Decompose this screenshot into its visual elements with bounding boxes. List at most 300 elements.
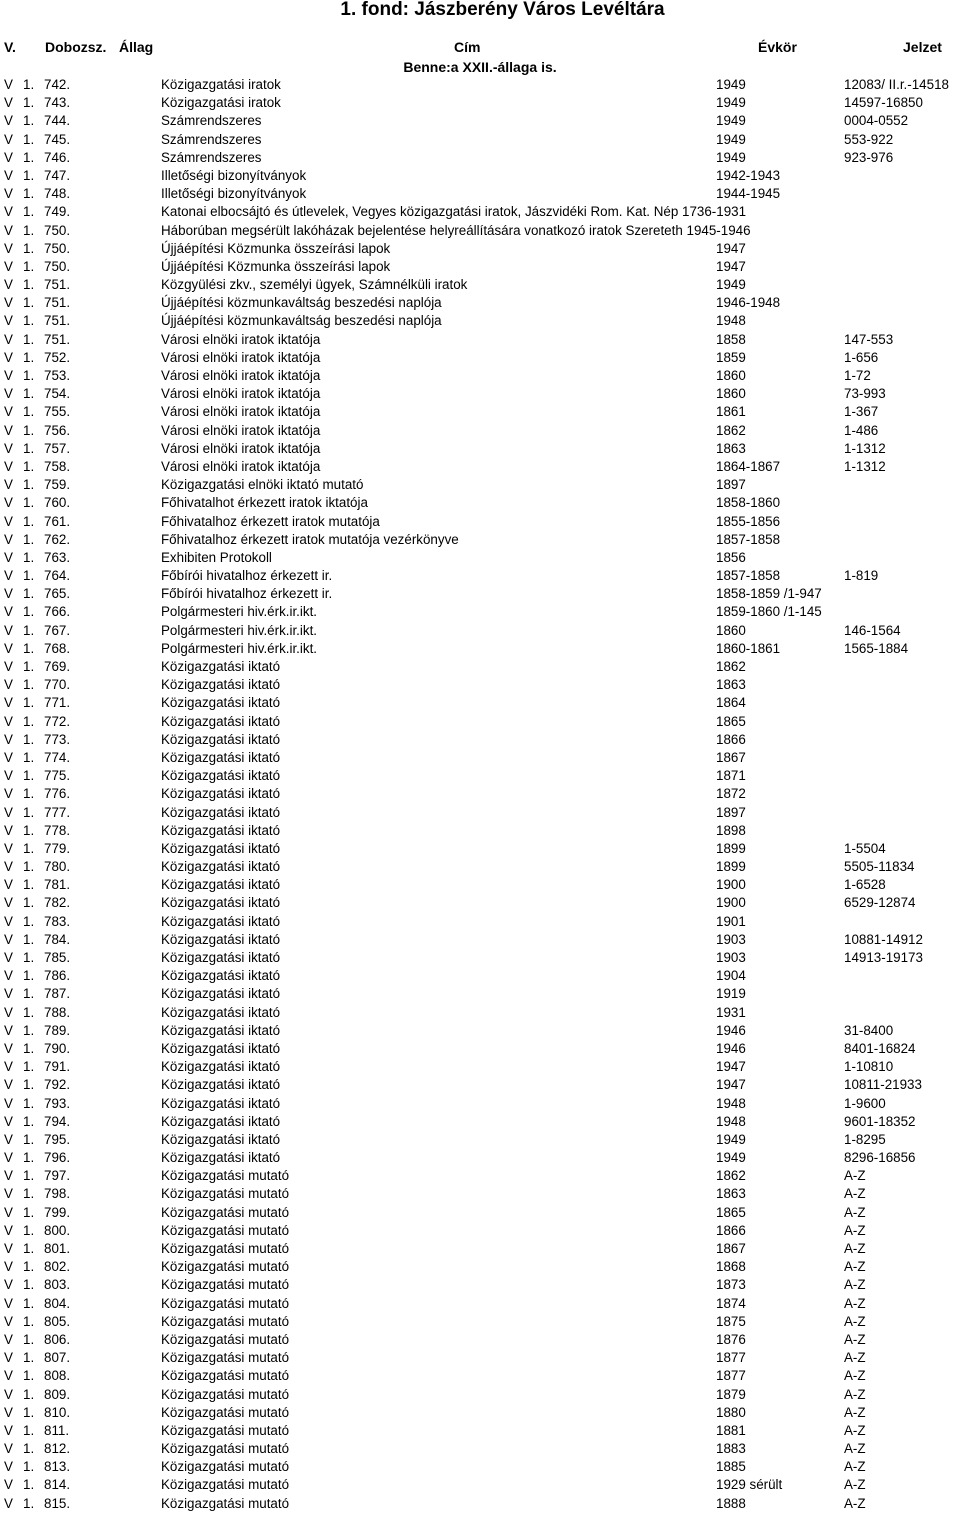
cell-title: Közigazgatási iktató — [161, 931, 281, 947]
cell-allag: 748. — [44, 186, 71, 202]
cell-dobozsz: 1. — [23, 1350, 35, 1366]
cell-dobozsz: 1. — [23, 895, 35, 911]
cell-title: Közigazgatási iktató — [161, 1131, 281, 1147]
cell-year: 1866 — [716, 731, 746, 747]
cell-dobozsz: 1. — [23, 477, 35, 493]
cell-title: Főhivatalhoz érkezett iratok mutatója vezérkönyve — [161, 531, 459, 547]
cell-v: V — [4, 1059, 13, 1075]
table-row — [0, 1422, 960, 1440]
cell-title: Városi elnöki iratok iktatója — [161, 331, 321, 347]
table-row — [0, 112, 960, 130]
cell-v: V — [4, 768, 13, 784]
table-row — [0, 203, 960, 221]
table-row — [0, 1185, 960, 1203]
cell-ref: 8401-16824 — [844, 1040, 916, 1056]
cell-dobozsz: 1. — [23, 167, 35, 183]
cell-title: Közigazgatási iktató — [161, 877, 281, 893]
table-row — [0, 367, 960, 385]
table-row — [0, 440, 960, 458]
cell-year: 1949 — [716, 1150, 746, 1166]
table-row — [0, 1076, 960, 1094]
cell-year: 1888 — [716, 1495, 746, 1511]
table-row — [0, 640, 960, 658]
cell-v: V — [4, 749, 13, 765]
cell-ref: 553-922 — [844, 131, 894, 147]
cell-title: Közigazgatási elnöki iktató mutató — [161, 477, 364, 493]
cell-v: V — [4, 713, 13, 729]
cell-dobozsz: 1. — [23, 1077, 35, 1093]
cell-year: 1946-1948 — [716, 295, 781, 311]
cell-ref: A-Z — [844, 1204, 866, 1220]
cell-ref: 1-6528 — [844, 877, 886, 893]
cell-dobozsz: 1. — [23, 1259, 35, 1275]
cell-v: V — [4, 1168, 13, 1184]
cell-allag: 811. — [44, 1422, 70, 1438]
table-row — [0, 513, 960, 531]
cell-dobozsz: 1. — [23, 368, 35, 383]
cell-dobozsz: 1. — [23, 1441, 35, 1457]
cell-dobozsz: 1. — [23, 331, 35, 347]
cell-year: 1949 — [716, 1131, 746, 1147]
cell-year: 1855-1856 — [716, 513, 781, 529]
cell-dobozsz: 1. — [23, 240, 35, 256]
table-row — [0, 1313, 960, 1331]
table-row — [0, 858, 960, 876]
cell-year: 1903 — [716, 931, 746, 947]
table-row — [0, 876, 960, 894]
cell-title: Közigazgatási mutató — [161, 1459, 290, 1475]
cell-dobozsz: 1. — [23, 822, 35, 838]
cell-dobozsz: 1. — [23, 659, 35, 674]
cell-allag: 778. — [44, 822, 71, 838]
cell-ref: 14913-19173 — [844, 950, 923, 965]
cell-ref: 0004-0552 — [844, 113, 909, 129]
cell-dobozsz: 1. — [23, 568, 35, 584]
cell-dobozsz: 1. — [23, 1059, 35, 1075]
cell-ref: A-Z — [844, 1168, 866, 1184]
table-row — [0, 985, 960, 1003]
table-row — [0, 76, 960, 94]
cell-year: 1883 — [716, 1441, 746, 1457]
cell-v: V — [4, 586, 13, 602]
cell-dobozsz: 1. — [23, 1313, 35, 1329]
table-row — [0, 1204, 960, 1222]
cell-title: Közigazgatási mutató — [161, 1313, 290, 1329]
cell-title: Közigazgatási iktató — [161, 1150, 281, 1166]
cell-dobozsz: 1. — [23, 695, 35, 711]
cell-v: V — [4, 440, 13, 456]
cell-year: 1860 — [716, 368, 746, 383]
cell-title: Közigazgatási iratok — [161, 95, 281, 111]
table-row — [0, 785, 960, 803]
cell-v: V — [4, 1150, 13, 1166]
cell-year: 1947 — [716, 1077, 746, 1093]
cell-title: Közigazgatási mutató — [161, 1495, 290, 1511]
cell-title: Közigazgatási mutató — [161, 1259, 290, 1275]
cell-allag: 767. — [44, 622, 71, 638]
cell-allag: 804. — [44, 1295, 71, 1311]
table-row — [0, 1095, 960, 1113]
cell-v: V — [4, 877, 13, 893]
cell-dobozsz: 1. — [23, 731, 35, 747]
cell-dobozsz: 1. — [23, 1422, 35, 1438]
cell-allag: 805. — [44, 1313, 71, 1329]
cell-title: Katonai elbocsájtó és útlevelek, Vegyes közigazgatási iratok, Jászvidéki Rom. Kat. Nép 1736-1931 — [161, 204, 747, 220]
table-row — [0, 840, 960, 858]
table-row — [0, 1022, 960, 1040]
cell-ref: A-Z — [844, 1495, 866, 1511]
table-row — [0, 567, 960, 585]
cell-title: Polgármesteri hiv.érk.ir.ikt. — [161, 640, 318, 656]
cell-dobozsz: 1. — [23, 1368, 35, 1384]
cell-title: Újjáépítési Közmunka összeírási lapok — [161, 258, 391, 274]
cell-year: 1865 — [716, 713, 746, 729]
cell-dobozsz: 1. — [23, 1150, 35, 1166]
cell-year: 1949 — [716, 149, 746, 165]
cell-title: Városi elnöki iratok iktatója — [161, 386, 321, 402]
table-row — [0, 222, 960, 240]
cell-v: V — [4, 1477, 13, 1493]
cell-year: 1867 — [716, 1241, 746, 1256]
cell-title: Számrendszeres — [161, 131, 262, 147]
cell-v: V — [4, 404, 13, 420]
header-jelzet: Jelzet — [903, 39, 942, 55]
cell-title: Illetőségi bizonyítványok — [161, 186, 307, 202]
cell-year: 1863 — [716, 1186, 746, 1202]
cell-v: V — [4, 804, 13, 820]
cell-ref: A-Z — [844, 1350, 866, 1366]
cell-year: 1880 — [716, 1404, 746, 1420]
cell-title: Közigazgatási mutató — [161, 1295, 290, 1311]
cell-dobozsz: 1. — [23, 1404, 35, 1420]
cell-dobozsz: 1. — [23, 404, 35, 420]
cell-year: 1860 — [716, 622, 746, 638]
cell-ref: 73-993 — [844, 386, 886, 402]
cell-v: V — [4, 677, 13, 693]
cell-title: Városi elnöki iratok iktatója — [161, 349, 321, 365]
cell-allag: 812. — [44, 1441, 71, 1457]
cell-v: V — [4, 568, 13, 584]
cell-title: Újjáépítési közmunkaváltság beszedési naplója — [161, 313, 442, 329]
cell-year: 1919 — [716, 986, 746, 1002]
cell-v: V — [4, 513, 13, 529]
table-row — [0, 894, 960, 912]
cell-year: 1949 — [716, 77, 746, 92]
cell-ref: A-Z — [844, 1404, 866, 1420]
cell-title: Exhibiten Protokoll — [161, 549, 272, 565]
cell-allag: 791. — [44, 1059, 71, 1075]
cell-dobozsz: 1. — [23, 1168, 35, 1184]
cell-allag: 803. — [44, 1277, 71, 1293]
cell-title: Közigazgatási iktató — [161, 1004, 281, 1020]
cell-title: Főhivatalhoz érkezett iratok mutatója — [161, 513, 380, 529]
table-row — [0, 1495, 960, 1513]
table-row — [0, 1295, 960, 1313]
cell-dobozsz: 1. — [23, 586, 35, 602]
cell-allag: 794. — [44, 1113, 71, 1129]
table-row — [0, 967, 960, 985]
cell-v: V — [4, 822, 13, 838]
cell-title: Közigazgatási iktató — [161, 840, 281, 856]
table-row — [0, 185, 960, 203]
table-row — [0, 1240, 960, 1258]
cell-ref: 8296-16856 — [844, 1150, 916, 1166]
cell-ref: 1-8295 — [844, 1131, 886, 1147]
table-row — [0, 585, 960, 603]
cell-allag: 782. — [44, 895, 71, 911]
cell-dobozsz: 1. — [23, 513, 35, 529]
cell-title: Újjáépítési Közmunka összeírási lapok — [161, 240, 391, 256]
table-row — [0, 312, 960, 330]
table-row — [0, 931, 960, 949]
table-row — [0, 913, 960, 931]
table-row — [0, 822, 960, 840]
cell-year: 1903 — [716, 950, 746, 965]
cell-v: V — [4, 258, 13, 274]
cell-allag: 777. — [44, 804, 71, 820]
cell-allag: 796. — [44, 1150, 71, 1166]
table-row — [0, 1331, 960, 1349]
table-row — [0, 494, 960, 512]
cell-allag: 749. — [44, 204, 71, 220]
cell-ref: A-Z — [844, 1259, 866, 1275]
cell-v: V — [4, 1241, 13, 1256]
cell-allag: 797. — [44, 1168, 71, 1184]
cell-dobozsz: 1. — [23, 349, 35, 365]
cell-dobozsz: 1. — [23, 622, 35, 638]
cell-title: Közgyülési zkv., személyi ügyek, Számnélküli iratok — [161, 277, 468, 293]
cell-allag: 773. — [44, 731, 71, 747]
cell-allag: 761. — [44, 513, 71, 529]
cell-year: 1879 — [716, 1386, 746, 1402]
cell-year: 1949 — [716, 95, 746, 111]
cell-ref: A-Z — [844, 1368, 866, 1384]
cell-allag: 766. — [44, 604, 71, 620]
cell-dobozsz: 1. — [23, 258, 35, 274]
cell-title: Számrendszeres — [161, 149, 262, 165]
cell-v: V — [4, 1441, 13, 1457]
cell-title: Újjáépítési közmunkaváltság beszedési naplója — [161, 295, 442, 311]
cell-ref: A-Z — [844, 1277, 866, 1293]
cell-dobozsz: 1. — [23, 877, 35, 893]
cell-dobozsz: 1. — [23, 113, 35, 129]
cell-year: 1858 — [716, 331, 746, 347]
cell-v: V — [4, 1422, 13, 1438]
cell-title: Főbírói hivatalhoz érkezett ir. — [161, 586, 333, 602]
cell-year: 1885 — [716, 1459, 746, 1475]
cell-allag: 757. — [44, 440, 71, 456]
cell-ref: 146-1564 — [844, 622, 901, 638]
cell-ref: 12083/ II.r.-14518 — [844, 77, 949, 92]
cell-v: V — [4, 477, 13, 493]
cell-v: V — [4, 1186, 13, 1202]
cell-allag: 810. — [44, 1404, 71, 1420]
table-row — [0, 549, 960, 567]
cell-dobozsz: 1. — [23, 968, 35, 984]
cell-dobozsz: 1. — [23, 440, 35, 456]
cell-v: V — [4, 1277, 13, 1293]
table-row — [0, 658, 960, 676]
cell-allag: 750. — [44, 258, 71, 274]
cell-allag: 808. — [44, 1368, 71, 1384]
cell-title: Városi elnöki iratok iktatója — [161, 458, 321, 474]
table-row — [0, 1386, 960, 1404]
cell-title: Közigazgatási mutató — [161, 1404, 290, 1420]
cell-ref: A-Z — [844, 1477, 866, 1493]
cell-allag: 751. — [44, 277, 71, 293]
cell-year: 1863 — [716, 677, 746, 693]
cell-ref: A-Z — [844, 1422, 866, 1438]
cell-allag: 765. — [44, 586, 71, 602]
cell-allag: 813. — [44, 1459, 71, 1475]
cell-year: 1857-1858 — [716, 531, 781, 547]
cell-year: 1872 — [716, 786, 746, 802]
cell-v: V — [4, 549, 13, 565]
cell-year: 1931 — [716, 1004, 746, 1020]
cell-title: Közigazgatási mutató — [161, 1277, 290, 1293]
cell-title: Közigazgatási mutató — [161, 1204, 290, 1220]
cell-v: V — [4, 1113, 13, 1129]
table-row — [0, 131, 960, 149]
cell-year: 1860-1861 — [716, 640, 781, 656]
cell-dobozsz: 1. — [23, 1331, 35, 1347]
cell-title: Közigazgatási iktató — [161, 968, 281, 984]
cell-title: Közigazgatási iktató — [161, 1059, 281, 1075]
header-cim: Cím — [454, 39, 481, 55]
cell-ref: 10811-21933 — [844, 1077, 922, 1093]
subheader: Benne:a XXII.-állaga is. — [403, 59, 557, 75]
cell-title: Közigazgatási mutató — [161, 1368, 290, 1384]
cell-title: Közigazgatási iktató — [161, 786, 281, 802]
cell-allag: 809. — [44, 1386, 71, 1402]
cell-ref: A-Z — [844, 1441, 866, 1457]
table-row — [0, 676, 960, 694]
cell-v: V — [4, 604, 13, 620]
cell-v: V — [4, 113, 13, 129]
cell-year: 1949 — [716, 131, 746, 147]
cell-title: Közigazgatási iktató — [161, 986, 281, 1002]
cell-title: Közigazgatási iktató — [161, 1095, 281, 1111]
cell-v: V — [4, 1404, 13, 1420]
cell-v: V — [4, 695, 13, 711]
cell-title: Közigazgatási iktató — [161, 859, 281, 875]
cell-allag: 814. — [44, 1477, 71, 1493]
cell-title: Közigazgatási iktató — [161, 822, 281, 838]
table-row — [0, 1113, 960, 1131]
cell-dobozsz: 1. — [23, 95, 35, 111]
table-row — [0, 1167, 960, 1185]
cell-dobozsz: 1. — [23, 1113, 35, 1129]
cell-v: V — [4, 131, 13, 147]
cell-v: V — [4, 422, 13, 438]
cell-title: Illetőségi bizonyítványok — [161, 167, 307, 183]
cell-year: 1877 — [716, 1368, 746, 1384]
cell-allag: 802. — [44, 1259, 71, 1275]
cell-allag: 751. — [44, 313, 71, 329]
cell-v: V — [4, 368, 13, 383]
cell-title: Közigazgatási iktató — [161, 1113, 281, 1129]
cell-v: V — [4, 1131, 13, 1147]
cell-ref: 5505-11834 — [844, 859, 915, 875]
cell-v: V — [4, 240, 13, 256]
cell-title: Közigazgatási iktató — [161, 1022, 281, 1038]
cell-allag: 787. — [44, 986, 71, 1002]
cell-v: V — [4, 531, 13, 547]
cell-year: 1898 — [716, 822, 746, 838]
cell-title: Városi elnöki iratok iktatója — [161, 368, 321, 383]
cell-year: 1948 — [716, 313, 746, 329]
cell-year: 1899 — [716, 840, 746, 856]
cell-dobozsz: 1. — [23, 1095, 35, 1111]
cell-title: Közigazgatási iratok — [161, 77, 281, 92]
cell-dobozsz: 1. — [23, 840, 35, 856]
table-row — [0, 167, 960, 185]
cell-year: 1862 — [716, 659, 746, 674]
cell-ref: 14597-16850 — [844, 95, 923, 111]
cell-title: Városi elnöki iratok iktatója — [161, 404, 321, 420]
cell-allag: 806. — [44, 1331, 71, 1347]
cell-year: 1863 — [716, 440, 746, 456]
cell-ref: 31-8400 — [844, 1022, 894, 1038]
cell-allag: 769. — [44, 659, 71, 674]
table-row — [0, 731, 960, 749]
cell-year: 1901 — [716, 913, 746, 929]
cell-ref: 1-10810 — [844, 1059, 894, 1075]
cell-allag: 781. — [44, 877, 71, 893]
cell-title: Közigazgatási mutató — [161, 1386, 290, 1402]
cell-allag: 742. — [44, 77, 71, 92]
cell-allag: 745. — [44, 131, 71, 147]
cell-title: Városi elnöki iratok iktatója — [161, 440, 321, 456]
cell-allag: 792. — [44, 1077, 71, 1093]
cell-ref: 1-1312 — [844, 440, 886, 456]
cell-dobozsz: 1. — [23, 768, 35, 784]
cell-dobozsz: 1. — [23, 1040, 35, 1056]
cell-allag: 743. — [44, 95, 71, 111]
cell-dobozsz: 1. — [23, 859, 35, 875]
cell-allag: 758. — [44, 458, 71, 474]
cell-v: V — [4, 786, 13, 802]
cell-v: V — [4, 640, 13, 656]
table-row — [0, 94, 960, 112]
cell-dobozsz: 1. — [23, 458, 35, 474]
cell-allag: 775. — [44, 768, 71, 784]
cell-allag: 783. — [44, 913, 71, 929]
cell-dobozsz: 1. — [23, 749, 35, 765]
cell-ref: A-Z — [844, 1295, 866, 1311]
cell-title: Közigazgatási iktató — [161, 713, 281, 729]
cell-year: 1868 — [716, 1259, 746, 1275]
cell-ref: 10881-14912 — [844, 931, 923, 947]
cell-v: V — [4, 731, 13, 747]
cell-v: V — [4, 1077, 13, 1093]
table-row — [0, 1004, 960, 1022]
cell-allag: 789. — [44, 1022, 71, 1038]
table-row — [0, 1276, 960, 1294]
cell-dobozsz: 1. — [23, 604, 35, 620]
cell-allag: 756. — [44, 422, 71, 438]
cell-ref: 1-9600 — [844, 1095, 886, 1111]
table-row — [0, 1058, 960, 1076]
cell-allag: 779. — [44, 840, 71, 856]
cell-year: 1949 — [716, 277, 746, 293]
cell-year: 1858-1860 — [716, 495, 781, 511]
cell-dobozsz: 1. — [23, 186, 35, 202]
table-row — [0, 949, 960, 967]
cell-dobozsz: 1. — [23, 640, 35, 656]
cell-dobozsz: 1. — [23, 986, 35, 1002]
cell-dobozsz: 1. — [23, 1495, 35, 1511]
